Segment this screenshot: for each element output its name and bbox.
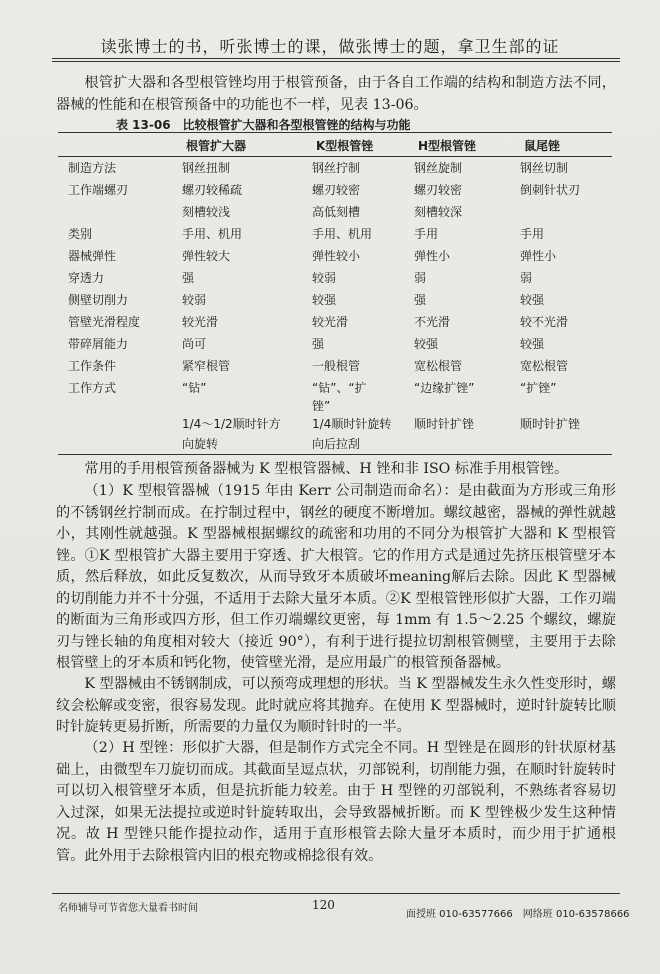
table-cell: 钢丝拧制	[312, 161, 361, 175]
table-cell: 弹性较小	[312, 249, 361, 263]
table-cell: 不光滑	[414, 315, 451, 329]
paragraph-k-steel: K 型器械由不锈钢制成，可以预弯成理想的形状。当 K 型器械发生永久性变形时，螺纹会松解或变密，很容易发现。此时就应将其抛弃。在使用 K 型器械时，逆时针旋转比顺时针旋转更易折断，所需要的力量仅为顺时针时的一半。	[56, 676, 616, 735]
table-cell: 手用、机用	[182, 227, 243, 241]
table-cell: 顺时针扩锉	[414, 417, 475, 431]
table-cell: 刻槽较深	[414, 205, 463, 219]
table-cell: 较不光滑	[520, 315, 569, 329]
table-cell: 较强	[520, 337, 545, 351]
table-cell: “钻”、“扩	[312, 381, 367, 395]
table-row-label: 类别	[68, 227, 93, 241]
table-column-header: 根管扩大器	[186, 139, 247, 153]
table-cell: 钢丝扭制	[182, 161, 231, 175]
table-row-label: 管壁光滑程度	[68, 315, 141, 329]
table-cell: 螺刃较密	[414, 183, 463, 197]
table-cell: 高低刻槽	[312, 205, 361, 219]
table-row-label: 工作条件	[68, 359, 117, 373]
table-column-header: K型根管锉	[316, 139, 374, 153]
footer-contact: 面授班 010-63577666 网络班 010-63578666	[406, 909, 630, 920]
table-cell: 较弱	[312, 271, 337, 285]
table-cell: 较强	[312, 293, 337, 307]
table-cell: 较强	[414, 337, 439, 351]
table-header-rule	[58, 156, 612, 157]
table-cell: 紧窄根管	[182, 359, 231, 373]
table-cell: “扩锉”	[520, 381, 557, 395]
table-top-rule	[58, 132, 612, 133]
table-cell: 较光滑	[182, 315, 219, 329]
table-cell: 手用	[520, 227, 545, 241]
table-row-label: 工作方式	[68, 381, 117, 395]
table-cell: 手用	[414, 227, 439, 241]
table-cell: 向旋转	[182, 437, 219, 451]
table-row-label: 穿透力	[68, 271, 105, 285]
paragraph-k-type: （1）K 型根管器械（1915 年由 Kerr 公司制造而命名）：是由截面为方形或三角形的不锈钢丝拧制而成。在拧制过程中，钢丝的硬度不断增加。螺纹越密，器械的弹性就越小，其刚性就越强。K 型器械根据螺纹的疏密和功用的不同分为根管扩大器和 K 型根管锉。①K 型根管扩大器主要用于穿透、扩大根管。它的作用方式是通过先挤压根管壁牙本质，然后释放，如此反复数次，从而导致牙本质破坏meaning解后去除。因此 K 型器械的切削能力并不十分强，不适用于去除大量牙本质。②K 型根管锉形似扩大器，工作刃端的断面为三角形或四方形，但工作刃端螺纹更密，每 1mm 有 1.5～2.25 个螺纹，螺旋刃与锉长轴的角度相对较大（接近 90°），有利于进行提拉切割根管侧壁，主要用于去除根管壁上的牙本质和钙化物，使管壁光滑，是应用最广的根管预备器械。	[56, 483, 616, 671]
table-cell: 向后拉刮	[312, 437, 361, 451]
table-cell: 尚可	[182, 337, 207, 351]
table-cell: “钻”	[182, 381, 207, 395]
paragraph-1: 常用的手用根管预备器械为 K 型根管器械、H 锉和非 ISO 标准手用根管锉。	[84, 461, 569, 477]
table-cell: 一般根管	[312, 359, 361, 373]
table-cell: 螺刃较密	[312, 183, 361, 197]
table-caption: 表 13-06 比较根管扩大器和各型根管锉的结构与功能	[116, 118, 411, 132]
footer-slogan: 名师辅导可节省您大量看书时间	[58, 903, 198, 914]
table-cell: 顺时针扩锉	[520, 417, 581, 431]
table-row-label: 工作端螺刃	[68, 183, 129, 197]
table-cell: 钢丝切制	[520, 161, 569, 175]
table-cell: 宽松根管	[520, 359, 569, 373]
table-cell: 较光滑	[312, 315, 349, 329]
table-cell: 钢丝旋制	[414, 161, 463, 175]
table-cell: 刻槽较浅	[182, 205, 231, 219]
table-cell: 较强	[520, 293, 545, 307]
table-cell: 弹性较大	[182, 249, 231, 263]
table-cell: 锉”	[312, 399, 331, 413]
table-cell: “边缘扩锉”	[414, 381, 475, 395]
paragraph-h-type: （2）H 型锉：形似扩大器，但是制作方式完全不同。H 型锉是在圆形的针状原材基础上，由微型车刀旋切而成。其截面呈逗点状，刃部锐利，切削能力强，在顺时针旋转时可以切入根管壁牙本质，但是抗折能力较差。由于 H 型锉的刃部锐利，不熟练者容易切入过深，如果无法提拉或逆时针旋转取出，会导致器械折断。而 K 型锉极少发生这种情况。故 H 型锉只能作提拉动作，适用于直形根管去除大量牙本质时，而少用于扩通根管。此外用于去除根管内旧的根充物或棉捻很有效。	[56, 740, 616, 864]
intro-paragraph: 根管扩大器和各型根管锉均用于根管预备，由于各自工作端的结构和制造方法不同，器械的性能和在根管预备中的功能也不一样，见表 13-06。	[56, 75, 616, 113]
table-cell: 1/4顺时针旋转	[312, 417, 392, 431]
footer-rule	[52, 893, 620, 894]
table-cell: 倒刺针状刃	[520, 183, 581, 197]
header-rule-thin	[52, 61, 620, 62]
table-column-header: H型根管锉	[418, 139, 477, 153]
table-bottom-rule	[58, 454, 612, 455]
header-rule	[52, 58, 620, 59]
table-row-label: 制造方法	[68, 161, 117, 175]
table-cell: 较弱	[182, 293, 207, 307]
table-cell: 螺刃较稀疏	[182, 183, 243, 197]
table-cell: 强	[414, 293, 427, 307]
table-cell: 弹性小	[520, 249, 557, 263]
table-row-label: 带碎屑能力	[68, 337, 129, 351]
table-cell: 宽松根管	[414, 359, 463, 373]
table-cell: 强	[312, 337, 325, 351]
table-cell: 弱	[414, 271, 427, 285]
table-row-label: 器械弹性	[68, 249, 117, 263]
table-cell: 弹性小	[414, 249, 451, 263]
table-cell: 强	[182, 271, 195, 285]
table-cell: 弱	[520, 271, 533, 285]
page-header: 读张博士的书，听张博士的课，做张博士的题，拿卫生部的证	[100, 37, 560, 56]
table-cell: 1/4～1/2顺时针方	[182, 417, 281, 431]
table-column-header: 鼠尾锉	[524, 139, 561, 153]
page-number: 120	[312, 898, 335, 912]
table-row-label: 侧壁切削力	[68, 293, 129, 307]
table-cell: 手用、机用	[312, 227, 373, 241]
